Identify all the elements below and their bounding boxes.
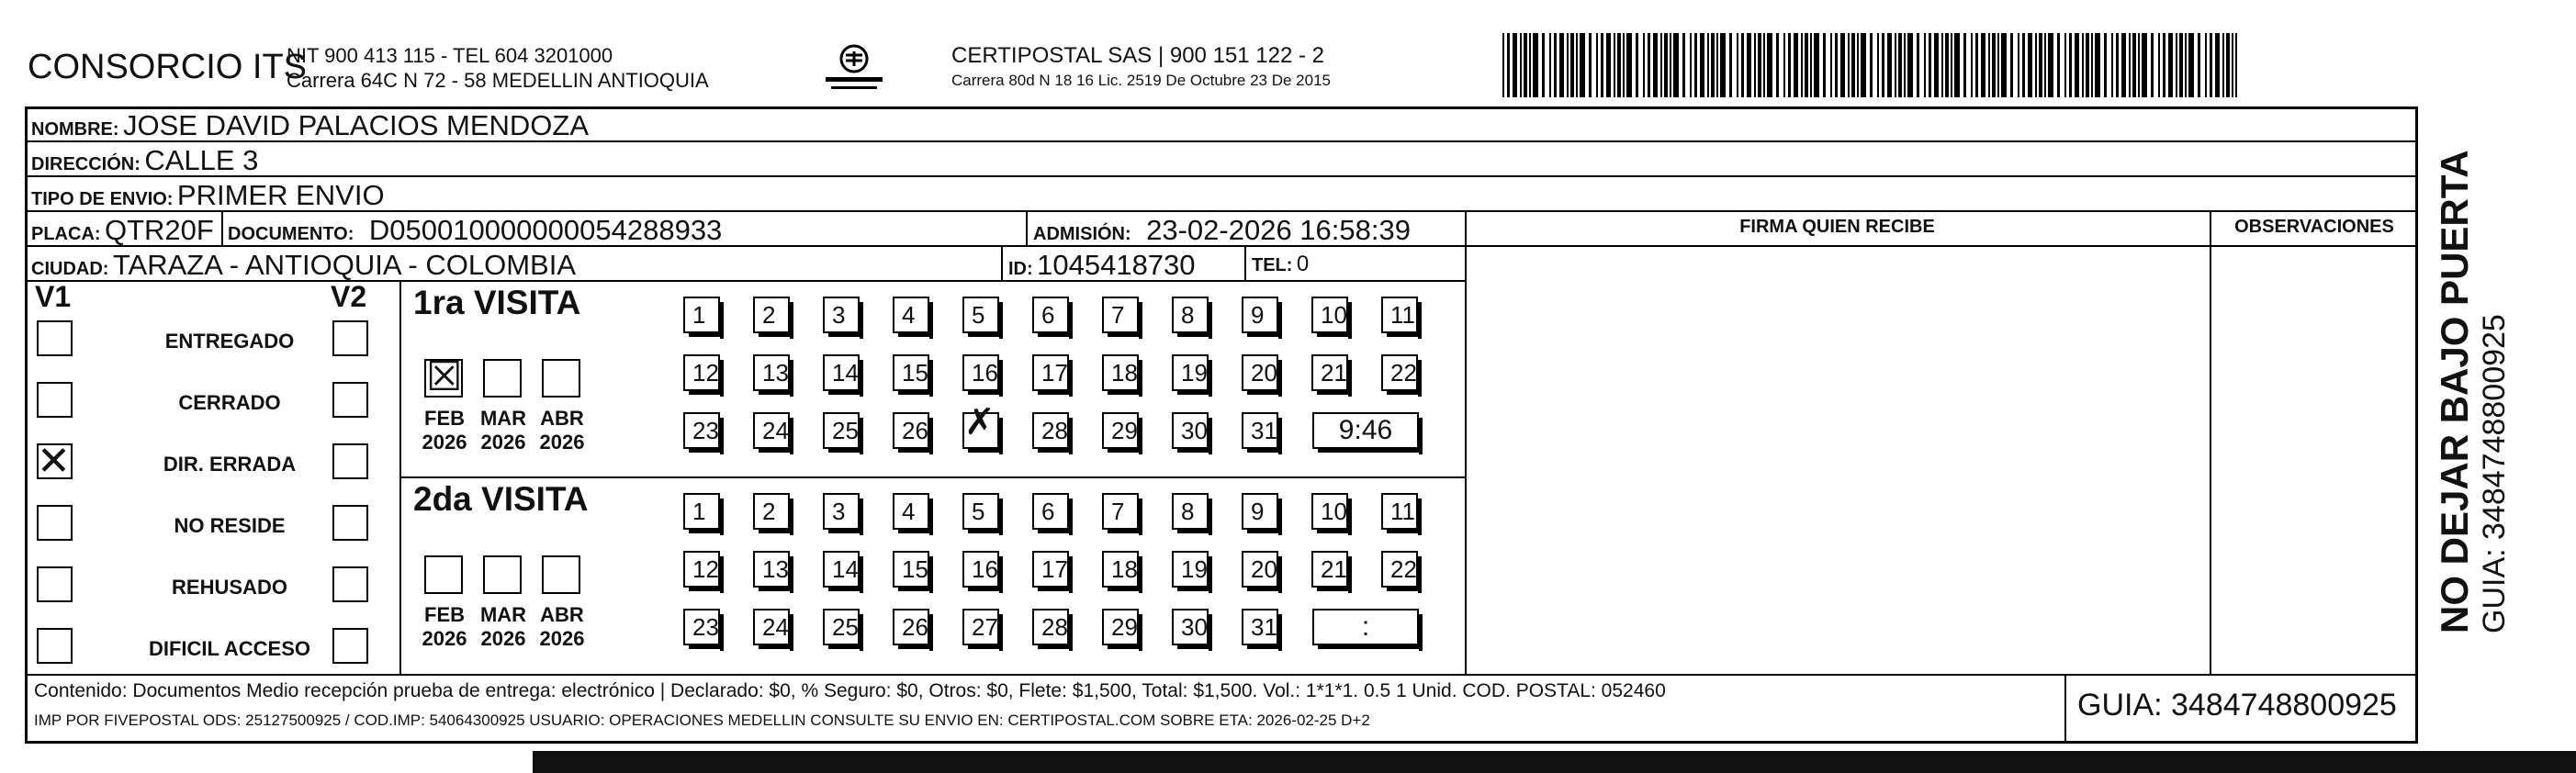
direccion-label: DIRECCIÓN: [31, 154, 141, 174]
company-address: Carrera 64C N 72 - 58 MEDELLIN ANTIOQUIA [287, 69, 709, 92]
day-box-2-visit-2[interactable]: 2 [753, 493, 790, 530]
day-crossed-icon: ✗ [964, 401, 996, 443]
status-label-no-reside: NO RESIDE [174, 514, 286, 537]
day-box-19-visit-2[interactable]: 19 [1172, 551, 1209, 588]
guide-form [25, 106, 2418, 744]
day-box-4-visit-1[interactable]: 4 [893, 297, 929, 333]
day-box-21-visit-1[interactable]: 21 [1311, 354, 1348, 391]
footer-contenido: Contenido: Documentos Medio recepción prueba de entrega: electrónico | Declarado: $0, % Seguro: $0, Otros: $0, Flete: $1,500, Total: $1,500. Vol.: 1*1*1. 0.5 1 Unid. COD. POSTAL: 052460 [34, 680, 1666, 701]
day-box-4-visit-2[interactable]: 4 [893, 493, 929, 530]
firma-header: FIRMA QUIEN RECIBE [1739, 217, 1935, 237]
v1-header: V1 [35, 280, 72, 313]
nombre-value: JOSE DAVID PALACIOS MENDOZA [123, 109, 590, 141]
tel-row [1252, 252, 1309, 277]
day-box-27-visit-2[interactable]: 27 [962, 609, 999, 645]
month-label-feb-2 [417, 603, 472, 651]
v2-checkbox-dir-errada[interactable] [332, 443, 368, 479]
month-label-abr-1 [534, 407, 590, 454]
day-box-31-visit-1[interactable]: 31 [1242, 412, 1278, 449]
footer-guia: GUIA: 3484748800925 [2077, 688, 2397, 723]
day-box-20-visit-2[interactable]: 20 [1242, 551, 1278, 588]
direccion-value: CALLE 3 [144, 144, 259, 176]
month-label-feb-1 [417, 407, 472, 454]
day-box-29-visit-2[interactable]: 29 [1102, 609, 1139, 645]
month-label-abr-2 [534, 603, 590, 651]
time-box-visit-2[interactable]: : [1312, 609, 1419, 645]
day-box-17-visit-2[interactable]: 17 [1032, 551, 1069, 588]
ciudad-label: CIUDAD: [31, 259, 109, 279]
status-label-dir-errada: DIR. ERRADA [163, 453, 297, 476]
v1-checkbox-rehusado[interactable] [37, 566, 73, 602]
day-box-26-visit-1[interactable]: 26 [893, 412, 929, 449]
month-name: FEB [424, 407, 465, 430]
day-box-31-visit-2[interactable]: 31 [1242, 609, 1278, 645]
day-box-15-visit-1[interactable]: 15 [893, 354, 929, 391]
footer-imp: IMP POR FIVEPOSTAL ODS: 25127500925 / COD.IMP: 54064300925 USUARIO: OPERACIONES MEDELLIN CONSULTE SU ENVIO EN: CERTIPOSTAL.COM SOBRE ETA: 2026-02-25 D+2 [34, 711, 1370, 729]
placa-value: QTR20F [105, 214, 214, 246]
day-box-1-visit-1[interactable]: 1 [683, 297, 720, 333]
day-box-8-visit-2[interactable]: 8 [1172, 493, 1209, 530]
nombre-label: NOMBRE: [31, 119, 119, 140]
month-name: ABR [540, 407, 584, 430]
v2-checkbox-cerrado[interactable] [332, 382, 368, 418]
firma-area[interactable] [1468, 249, 2208, 671]
status-label-cerrado: CERRADO [178, 391, 281, 414]
observaciones-header: OBSERVACIONES [2234, 217, 2394, 237]
company-nit: NIT 900 413 115 - TEL 604 3201000 [287, 44, 613, 67]
day-box-21-visit-2[interactable]: 21 [1311, 551, 1348, 588]
day-box-12-visit-1[interactable]: 12 [683, 354, 720, 391]
month-year: 2026 [480, 627, 526, 650]
v1-checkbox-cerrado[interactable] [37, 382, 73, 418]
id-row [1008, 249, 1196, 282]
day-box-22-visit-2[interactable]: 22 [1381, 551, 1418, 588]
v1-checkbox-dificil-acceso[interactable] [37, 628, 73, 664]
admision-label: ADMISIÓN: [1033, 224, 1131, 244]
day-box-14-visit-1[interactable]: 14 [823, 354, 860, 391]
status-label-dificil-acceso: DIFICIL ACCESO [148, 637, 310, 660]
id-value: 1045418730 [1037, 249, 1196, 281]
status-label-entregado: ENTREGADO [164, 330, 295, 353]
day-box-24-visit-1[interactable]: 24 [753, 412, 790, 449]
placa-label: PLACA: [31, 224, 101, 244]
tipo-row [31, 179, 385, 212]
month-name: FEB [424, 603, 465, 626]
day-box-18-visit-1[interactable]: 18 [1102, 354, 1139, 391]
id-label: ID: [1008, 259, 1033, 279]
admision-value: 23-02-2026 16:58:39 [1146, 214, 1411, 246]
day-box-16-visit-1[interactable]: 16 [962, 354, 999, 391]
day-box-15-visit-2[interactable]: 15 [893, 551, 929, 588]
day-box-2-visit-1[interactable]: 2 [753, 297, 790, 333]
visit-title-1: 1ra VISITA [413, 284, 581, 321]
month-name: MAR [479, 603, 527, 626]
day-box-12-visit-2[interactable]: 12 [683, 551, 720, 588]
day-box-19-visit-1[interactable]: 19 [1172, 354, 1209, 391]
month-checkbox-mar-1[interactable] [483, 359, 522, 398]
day-box-9-visit-2[interactable]: 9 [1242, 493, 1278, 530]
day-box-6-visit-2[interactable]: 6 [1032, 493, 1069, 530]
day-box-3-visit-1[interactable]: 3 [823, 297, 860, 333]
documento-value: D050010000000054288933 [368, 214, 723, 246]
side-warning: NO DEJAR BAJO PUERTA [2433, 150, 2476, 633]
day-box-29-visit-1[interactable]: 29 [1102, 412, 1139, 449]
month-checkbox-abr-1[interactable] [542, 359, 580, 398]
visit-title-2: 2da VISITA [413, 480, 589, 518]
company-name: CONSORCIO ITS [28, 48, 308, 86]
month-label-mar-1 [476, 407, 531, 454]
tipo-label: TIPO DE ENVIO: [31, 189, 174, 209]
certipostal-logo-icon [822, 40, 886, 97]
month-name: MAR [479, 407, 527, 430]
day-box-22-visit-1[interactable]: 22 [1381, 354, 1418, 391]
month-year: 2026 [480, 431, 526, 454]
day-box-11-visit-2[interactable]: 11 [1381, 493, 1418, 530]
month-year: 2026 [422, 627, 467, 650]
day-box-7-visit-1[interactable]: 7 [1102, 297, 1139, 333]
day-box-6-visit-1[interactable]: 6 [1032, 297, 1069, 333]
tipo-value: PRIMER ENVIO [176, 179, 385, 211]
day-box-28-visit-1[interactable]: 28 [1032, 412, 1069, 449]
day-box-24-visit-2[interactable]: 24 [753, 609, 790, 645]
company-info [287, 43, 709, 93]
day-box-30-visit-2[interactable]: 30 [1172, 609, 1209, 645]
ciudad-row [31, 249, 576, 282]
v2-header: V2 [331, 280, 367, 313]
day-box-10-visit-2[interactable]: 10 [1311, 493, 1348, 530]
carrier-address: Carrera 80d N 18 16 Lic. 2519 De Octubre 23 De 2015 [951, 72, 1331, 89]
v2-checkbox-entregado[interactable] [332, 320, 368, 356]
month-year: 2026 [539, 627, 585, 650]
month-checkbox-abr-2[interactable] [542, 555, 580, 594]
day-box-1-visit-2[interactable]: 1 [683, 493, 720, 530]
day-box-5-visit-1[interactable]: 5 [962, 297, 999, 333]
day-box-26-visit-2[interactable]: 26 [893, 609, 929, 645]
v1-checkmark-icon: ✕ [37, 438, 71, 485]
month-checkbox-mar-2[interactable] [483, 555, 522, 594]
day-box-23-visit-1[interactable]: 23 [683, 412, 720, 449]
v2-checkbox-dificil-acceso[interactable] [332, 628, 368, 664]
day-box-20-visit-1[interactable]: 20 [1242, 354, 1278, 391]
v2-checkbox-no-reside[interactable] [332, 505, 368, 541]
day-box-8-visit-1[interactable]: 8 [1172, 297, 1209, 333]
day-box-7-visit-2[interactable]: 7 [1102, 493, 1139, 530]
day-box-13-visit-2[interactable]: 13 [753, 551, 790, 588]
ciudad-value: TARAZA - ANTIOQUIA - COLOMBIA [112, 249, 577, 281]
v1-checkbox-no-reside[interactable] [37, 505, 73, 541]
tel-label: TEL: [1252, 255, 1293, 275]
day-box-28-visit-2[interactable]: 28 [1032, 609, 1069, 645]
documento-label: DOCUMENTO: [228, 224, 354, 244]
documento-row [228, 214, 722, 247]
month-checkmark-icon: ☒ [426, 353, 463, 400]
observaciones-area[interactable] [2212, 249, 2413, 671]
month-year: 2026 [422, 431, 467, 454]
day-box-25-visit-2[interactable]: 25 [823, 609, 860, 645]
day-box-30-visit-1[interactable]: 30 [1172, 412, 1209, 449]
carrier-info [951, 43, 1331, 93]
bottom-band [533, 751, 2576, 773]
nombre-row [31, 109, 589, 142]
day-box-13-visit-1[interactable]: 13 [753, 354, 790, 391]
day-box-3-visit-2[interactable]: 3 [823, 493, 860, 530]
day-box-17-visit-1[interactable]: 17 [1032, 354, 1069, 391]
month-label-mar-2 [476, 603, 531, 651]
day-box-5-visit-2[interactable]: 5 [962, 493, 999, 530]
admision-row [1033, 214, 1411, 247]
day-box-11-visit-1[interactable]: 11 [1381, 297, 1418, 333]
carrier-name: CERTIPOSTAL SAS | 900 151 122 - 2 [951, 43, 1324, 68]
day-box-23-visit-2[interactable]: 23 [683, 609, 720, 645]
barcode [1502, 33, 2237, 97]
day-box-14-visit-2[interactable]: 14 [823, 551, 860, 588]
status-label-rehusado: REHUSADO [172, 576, 287, 599]
side-guia: GUIA: 3484748800925 [2477, 314, 2512, 633]
day-box-18-visit-2[interactable]: 18 [1102, 551, 1139, 588]
side-notice [2434, 150, 2513, 633]
direccion-row [31, 144, 258, 177]
tel-value: 0 [1296, 252, 1310, 276]
v1-checkbox-entregado[interactable] [37, 320, 73, 356]
month-year: 2026 [539, 431, 585, 454]
day-box-10-visit-1[interactable]: 10 [1311, 297, 1348, 333]
day-box-16-visit-2[interactable]: 16 [962, 551, 999, 588]
time-box-visit-1[interactable]: 9:46 [1312, 412, 1419, 449]
month-checkbox-feb-2[interactable] [424, 555, 463, 594]
v2-checkbox-rehusado[interactable] [332, 566, 368, 602]
day-box-9-visit-1[interactable]: 9 [1242, 297, 1278, 333]
day-box-25-visit-1[interactable]: 25 [823, 412, 860, 449]
placa-row [31, 214, 214, 247]
month-name: ABR [540, 603, 584, 626]
